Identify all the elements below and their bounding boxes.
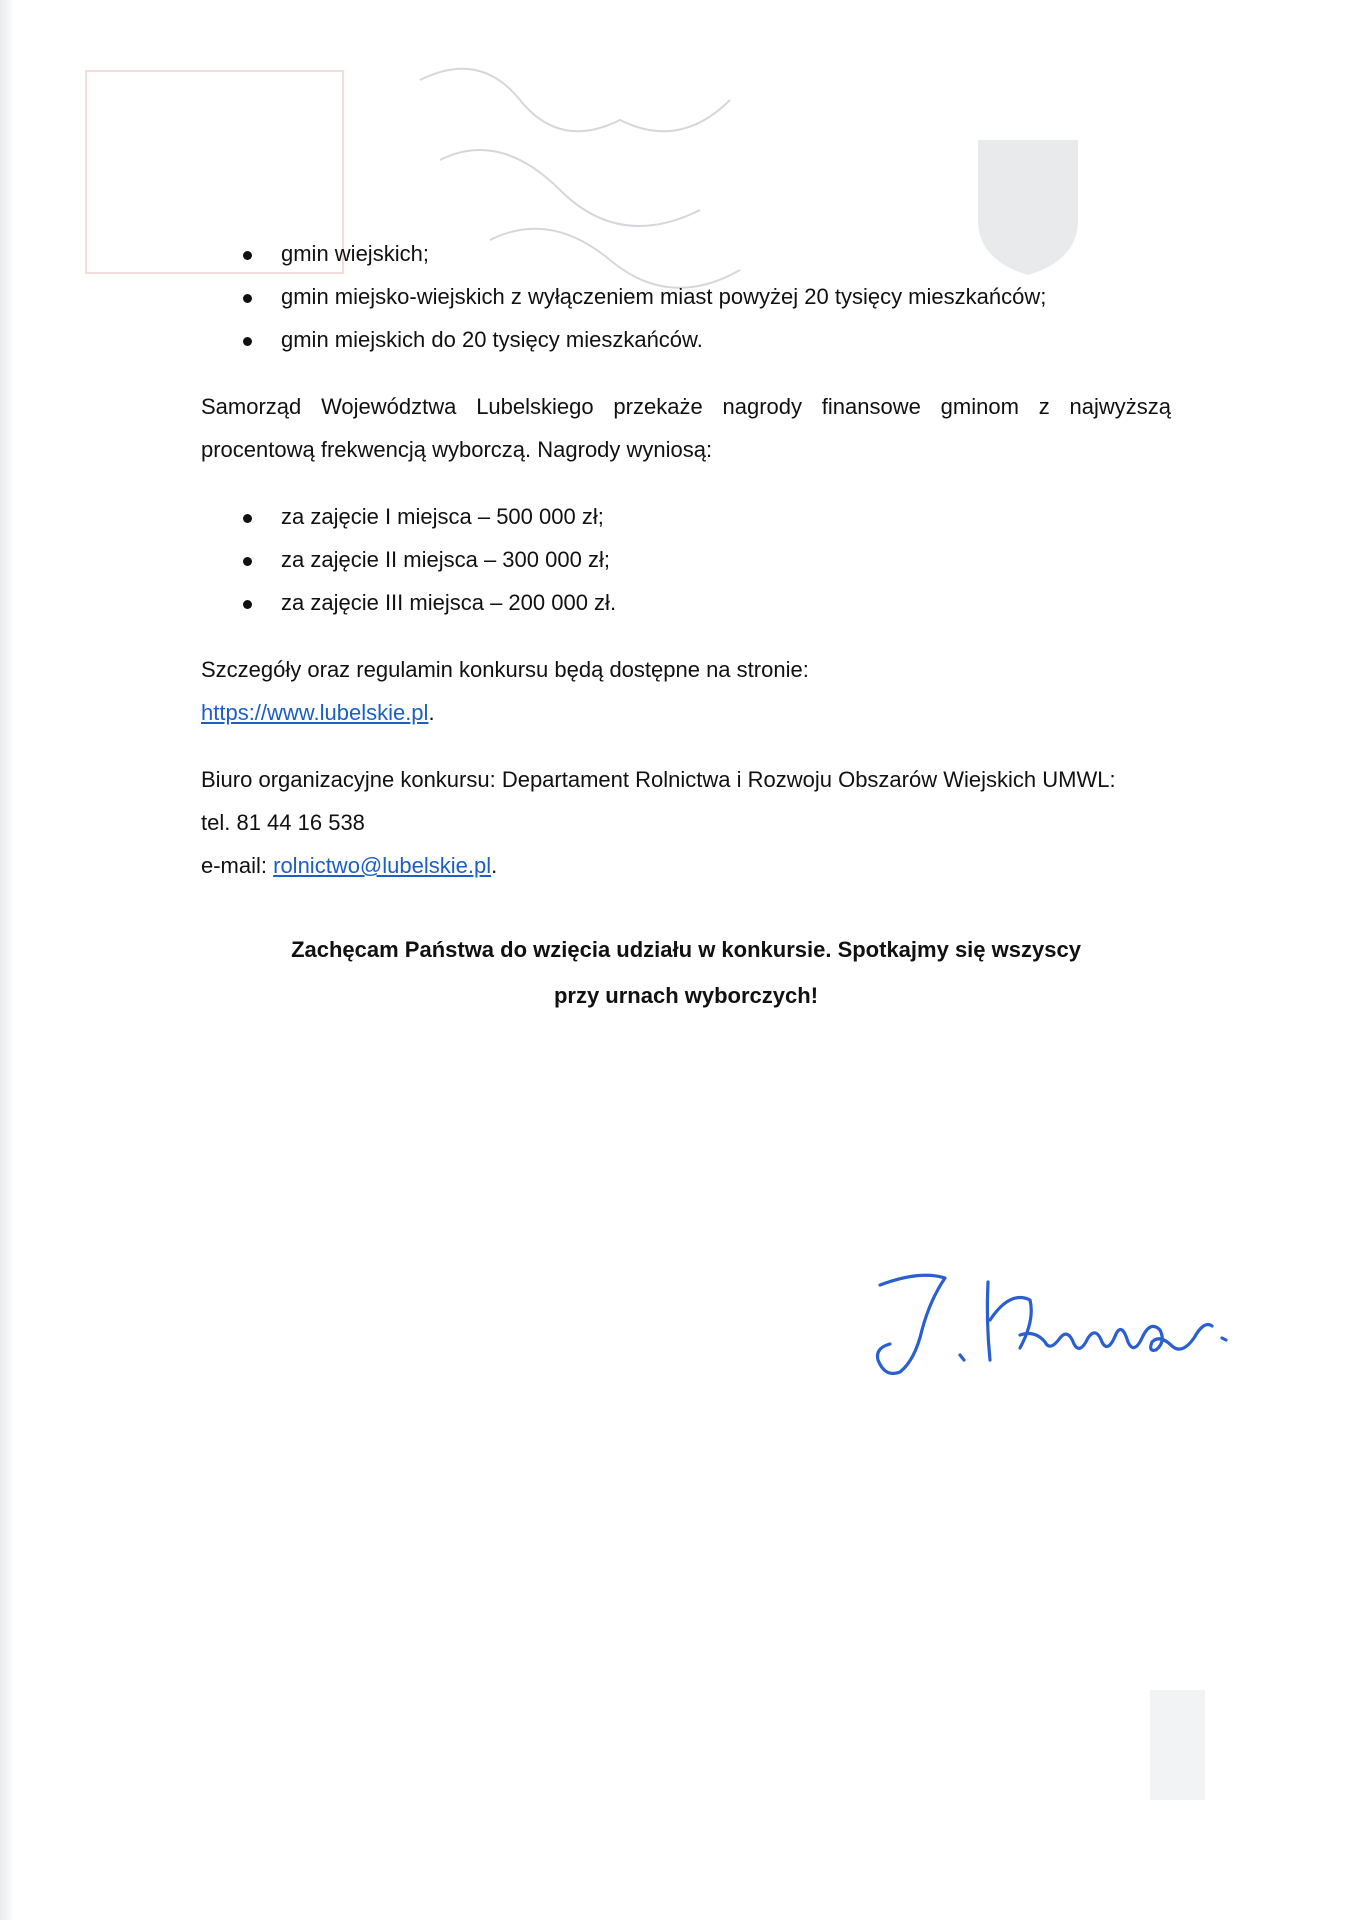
bullet-icon: [243, 557, 252, 566]
list-item-text: gmin wiejskich;: [281, 241, 429, 266]
list-item: [201, 581, 1171, 624]
details-link-suffix: .: [428, 700, 435, 725]
scan-edge-shadow: [0, 0, 14, 1920]
bullet-icon: [243, 514, 252, 523]
office-text: Biuro organizacyjne konkursu: Departament Rolnictwa i Rozwoju Obszarów Wiejskich UMWL:: [201, 767, 1116, 792]
closing-line-1: Zachęcam Państwa do wzięcia udziału w konkursie. Spotkajmy się wszyscy: [291, 937, 1081, 962]
list-item: [201, 232, 1171, 275]
list-item: [201, 495, 1171, 538]
email-link[interactable]: rolnictwo@lubelskie.pl: [273, 853, 492, 878]
office-email-suffix: .: [491, 853, 498, 878]
bullet-icon: [243, 600, 252, 609]
bullet-icon: [243, 294, 252, 303]
list-item-text: gmin miejskich do 20 tysięcy mieszkańców.: [281, 327, 703, 352]
bullet-icon: [243, 337, 252, 346]
office-email-prefix: e-mail:: [201, 853, 274, 878]
list-item: [201, 318, 1171, 361]
office-paragraph: [201, 758, 1171, 887]
spacer: [201, 361, 1171, 385]
bleed-through-footer-mark: [1150, 1690, 1205, 1800]
prizes-list: [201, 495, 1171, 624]
list-item-text: za zajęcie II miejsca – 300 000 zł;: [281, 547, 610, 572]
list-item: [201, 275, 1171, 318]
list-item-text: za zajęcie I miejsca – 500 000 zł;: [281, 504, 604, 529]
details-paragraph: [201, 648, 1171, 734]
details-text: Szczegóły oraz regulamin konkursu będą dostępne na stronie:: [201, 657, 809, 682]
spacer: [201, 471, 1171, 495]
closing-appeal: [201, 927, 1171, 1019]
bullet-icon: [243, 251, 252, 260]
eligible-communes-list: [201, 232, 1171, 361]
letter-body: [201, 232, 1171, 1019]
list-item: [201, 538, 1171, 581]
spacer: [201, 624, 1171, 648]
prizes-intro-paragraph: Samorząd Województwa Lubelskiego przekaże nagrody finansowe gminom z najwyższą procentową frekwencją wyborczą. Nagrody wyniosą:: [201, 394, 1171, 462]
office-phone: tel. 81 44 16 538: [201, 810, 365, 835]
closing-line-2: przy urnach wyborczych!: [553, 983, 819, 1008]
website-link[interactable]: https://www.lubelskie.pl: [201, 700, 429, 725]
list-item-text: gmin miejsko-wiejskich z wyłączeniem miast powyżej 20 tysięcy mieszkańców;: [281, 284, 1047, 309]
list-item-text: za zajęcie III miejsca – 200 000 zł.: [281, 590, 617, 615]
handwritten-signature: [860, 1260, 1250, 1380]
spacer: [201, 734, 1171, 758]
spacer: [201, 887, 1171, 927]
